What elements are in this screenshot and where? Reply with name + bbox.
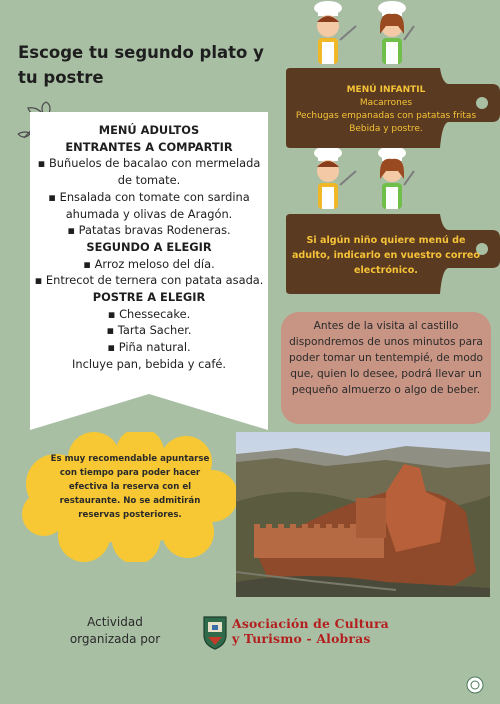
second-course-heading: SEGUNDO A ELEGIR bbox=[86, 239, 212, 254]
starter-item: ▪ Ensalada con tomate con sardina ahumada y olivas de Aragón. bbox=[48, 189, 250, 221]
shield-icon bbox=[202, 615, 228, 651]
kids-menu-item: Pechugas empanadas con patatas fritas bbox=[295, 111, 477, 121]
association-name bbox=[232, 616, 402, 646]
kids-chefs-illustration bbox=[300, 145, 420, 215]
starters-heading: ENTRANTES A COMPARTIR bbox=[65, 139, 233, 154]
association-name-line1: Asociación de Cultura bbox=[232, 616, 389, 631]
kids-adult-menu-note: Si algún niño quiere menú de adulto, indicarlo en vuestro correo electrónico. bbox=[291, 235, 481, 276]
kids-chefs-illustration bbox=[300, 0, 420, 70]
organizer-label bbox=[60, 614, 170, 648]
adults-menu-heading: MENÚ ADULTOS bbox=[98, 123, 200, 137]
dessert-item: ▪ Tarta Sacher. bbox=[106, 323, 192, 338]
dessert-item: ▪ Chessecake. bbox=[107, 306, 191, 321]
page-title: Escoge tu segundo plato y tu postre bbox=[18, 43, 264, 87]
includes-note: Incluye pan, bebida y café. bbox=[72, 356, 226, 371]
second-course-item: ▪ Arroz meloso del día. bbox=[83, 256, 215, 271]
starter-item: ▪ Buñuelos de bacalao con mermelada de tomate. bbox=[37, 156, 261, 188]
organizer-label-line1: Actividad bbox=[87, 615, 143, 629]
kids-menu-item: Macarrones bbox=[359, 98, 413, 108]
kids-menu-heading: MENÚ INFANTIL bbox=[346, 85, 426, 95]
badge-icon bbox=[466, 676, 484, 694]
adults-menu bbox=[30, 122, 268, 373]
kids-menu-item: Bebida y postre. bbox=[349, 124, 423, 134]
second-course-item: ▪ Entrecot de ternera con patata asada. bbox=[34, 273, 264, 288]
association-name-line2: y Turismo - Alobras bbox=[232, 631, 371, 646]
starter-item: ▪ Patatas bravas Rodeneras. bbox=[67, 223, 231, 238]
castle-photo bbox=[236, 432, 490, 597]
dessert-item: ▪ Piña natural. bbox=[107, 340, 191, 355]
kids-menu bbox=[288, 84, 484, 136]
dessert-heading: POSTRE A ELEGIR bbox=[92, 290, 206, 305]
castle-note: Antes de la visita al castillo dispondremos de unos minutos para poder tomar un tentempié, de modo que, quien lo desee, podrá llevar un pequeño almuerzo o algo de beber. bbox=[288, 320, 484, 396]
reservation-note: Es muy recomendable apuntarse con tiempo para poder hacer efectiva la reserva con el restaurante. No se admitirán reservas posteriores. bbox=[50, 454, 210, 520]
organizer-label-line2: organizada por bbox=[69, 632, 161, 646]
